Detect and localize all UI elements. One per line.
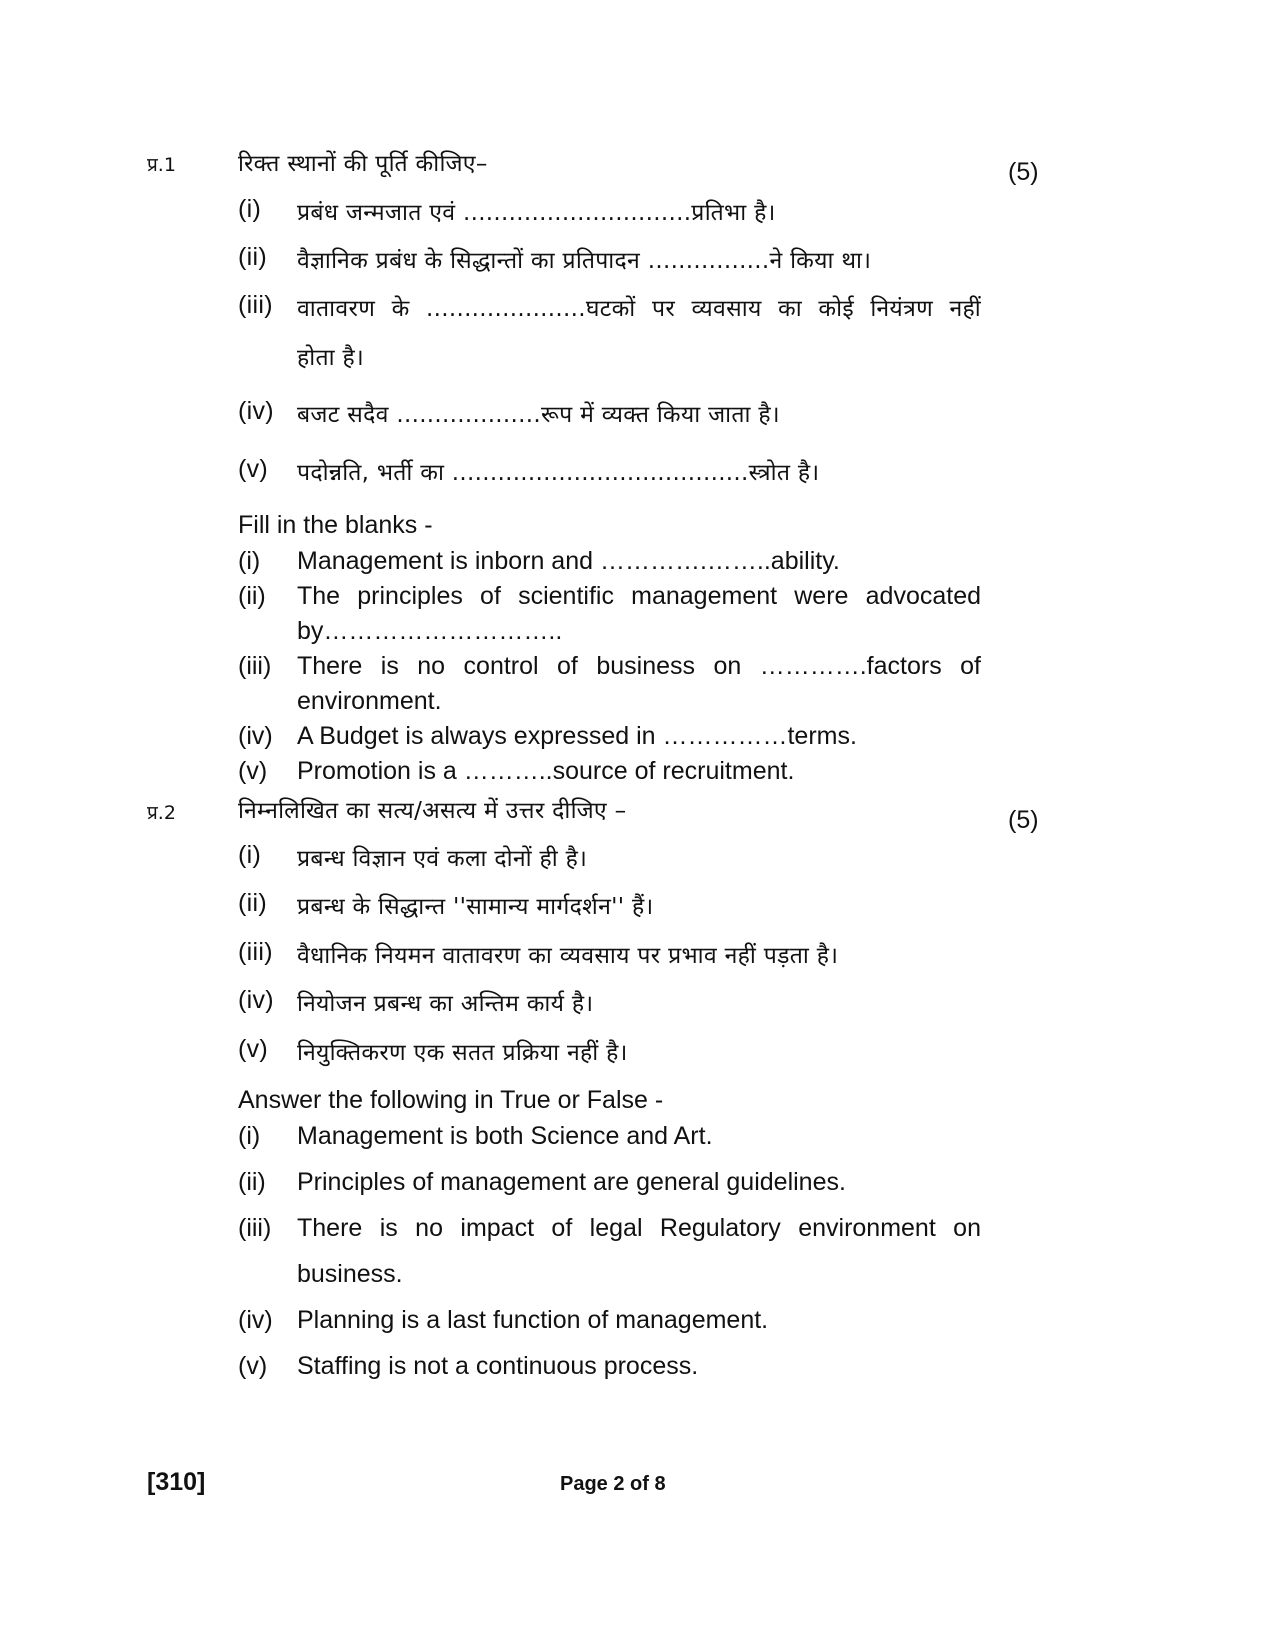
item-number: (ii): [238, 889, 267, 917]
item-number: (v): [238, 1352, 268, 1380]
item-number: (v): [238, 757, 268, 785]
item-number: (ii): [238, 243, 267, 271]
q1-marks: (5): [1008, 158, 1039, 186]
item-text: There is no impact of legal Regulatory environment on: [297, 1214, 981, 1242]
item-number: (i): [238, 841, 262, 869]
q1-english-heading: Fill in the blanks -: [238, 511, 433, 539]
item-number: (iii): [238, 1214, 272, 1242]
item-text: प्रबन्ध के सिद्धान्त ''सामान्य मार्गदर्शन'' हैं।: [297, 894, 654, 920]
item-number: (iv): [238, 397, 274, 425]
item-number: (i): [238, 1122, 261, 1150]
q1-hindi-heading: रिक्त स्थानों की पूर्ति कीजिए–: [238, 151, 488, 177]
item-number: (i): [238, 547, 261, 575]
item-text: पदोन्नति, भर्ती का .......................................स्त्रोत है।: [297, 460, 820, 486]
item-text: Promotion is a ………..source of recruitment.: [297, 757, 795, 785]
item-text: There is no control of business on ………….factors of: [297, 652, 981, 680]
item-text-continued: environment.: [297, 687, 442, 715]
item-text-continued: business.: [297, 1260, 403, 1288]
item-text: नियुक्तिकरण एक सतत प्रक्रिया नहीं है।: [297, 1040, 628, 1066]
item-text-continued: होता है।: [297, 345, 364, 371]
item-number: (iv): [238, 722, 273, 750]
item-text: Planning is a last function of management.: [297, 1306, 769, 1334]
item-text: Principles of management are general guidelines.: [297, 1168, 846, 1196]
item-text: वैज्ञानिक प्रबंध के सिद्धान्तों का प्रतिपादन ................ने किया था।: [297, 248, 872, 274]
q1-label: प्र.1: [147, 154, 176, 176]
item-text: प्रबंध जन्मजात एवं ..............................प्रतिभा है।: [297, 200, 776, 226]
item-text: Management is inborn and ………….……..ability.: [297, 547, 840, 575]
q2-marks: (5): [1008, 806, 1039, 834]
item-text: वैधानिक नियमन वातावरण का व्यवसाय पर प्रभाव नहीं पड़ता है।: [297, 943, 839, 969]
item-number: (ii): [238, 582, 266, 610]
item-number: (iv): [238, 986, 274, 1014]
item-text: The principles of scientific management were advocated: [297, 582, 981, 610]
q2-english-heading: Answer the following in True or False -: [238, 1086, 664, 1114]
item-number: (v): [238, 1035, 269, 1063]
item-number: (iii): [238, 291, 273, 319]
item-number: (iii): [238, 938, 273, 966]
page-number: Page 2 of 8: [560, 1473, 666, 1495]
item-text: बजट सदैव ...................रूप में व्यक्त किया जाता है।: [297, 402, 780, 428]
item-text: वातावरण के .....................घटकों पर व्यवसाय का कोई नियंत्रण नहीं: [297, 296, 981, 322]
item-text: Management is both Science and Art.: [297, 1122, 713, 1150]
q2-hindi-heading: निम्नलिखित का सत्य/असत्य में उत्तर दीजिए –: [238, 798, 627, 824]
item-text: A Budget is always expressed in ……………terms.: [297, 722, 857, 750]
item-number: (v): [238, 455, 269, 483]
item-number: (iii): [238, 652, 272, 680]
item-number: (ii): [238, 1168, 266, 1196]
item-number: (iv): [238, 1306, 273, 1334]
item-number: (i): [238, 195, 262, 223]
item-text-continued: by………………………..: [297, 617, 563, 645]
item-text: प्रबन्ध विज्ञान एवं कला दोनों ही है।: [297, 846, 588, 872]
item-text: Staffing is not a continuous process.: [297, 1352, 699, 1380]
q2-label: प्र.2: [147, 802, 176, 824]
paper-code: [310]: [147, 1468, 206, 1496]
item-text: नियोजन प्रबन्ध का अन्तिम कार्य है।: [297, 991, 594, 1017]
